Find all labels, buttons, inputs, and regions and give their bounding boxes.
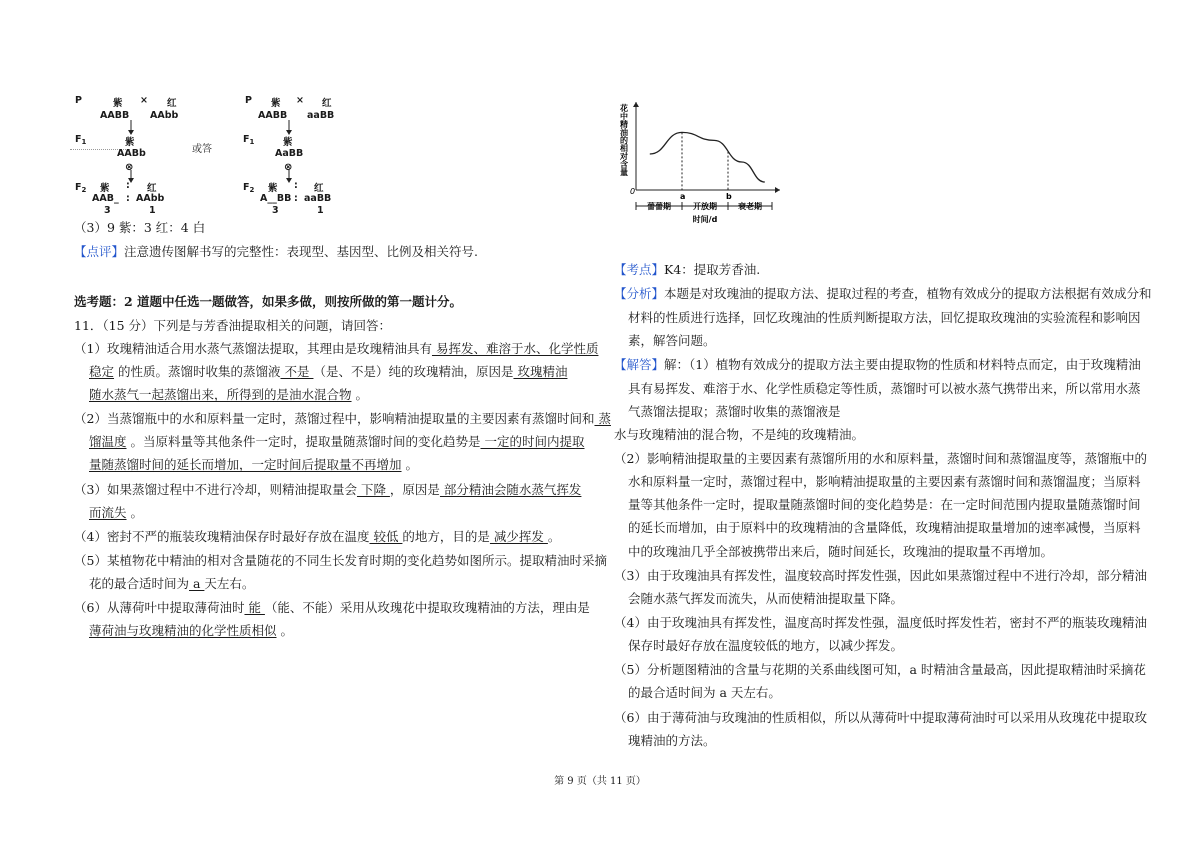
f2-colon: : <box>294 180 298 191</box>
page-footer: 第 9 页（共 11 页） <box>554 776 646 787</box>
p-male-genotype: AAbb <box>150 110 179 121</box>
arrow-down-icon <box>284 170 294 184</box>
f1-label: $F_1$ <box>243 134 255 146</box>
q2-line-1: （2）当蒸馏瓶中的水和原料量一定时，蒸馏过程中，影响精油提取量的主要因素有蒸馏时间和 蒸 <box>74 411 611 426</box>
f2-phenotype-1: 紫 <box>268 183 278 194</box>
or-label: 或答 <box>192 144 212 155</box>
times-sign: × <box>296 95 304 106</box>
selfing-icon: ⊗ <box>284 162 293 173</box>
q2-line-2: 馏温度 。当原料量等其他条件一定时，提取量随蒸馏时间的变化趋势是 一定的时间内提取 <box>89 434 585 449</box>
selfing-icon: ⊗ <box>125 162 134 173</box>
x-tick-label-b: b <box>726 192 732 201</box>
q3-line-1: （3）如果蒸馏过程中不进行冷却，则精油提取量会 下降 ，原因是 部分精油会随水蒸气挥发 <box>74 482 582 497</box>
answer-5-line-1: （5）分析题图精油的含量与花期的关系曲线图可知，a 时精油含量最高，因此提取精油时采摘花 <box>614 662 1146 677</box>
analysis-line-3: 素，解答问题。 <box>628 333 716 348</box>
question-11-title: 11．（15 分）下列是与芳香油提取相关的问题，请回答： <box>74 318 392 333</box>
f2-phenotype-2: 红 <box>147 183 157 194</box>
answer-2-line-2: 水和原料量一定时，蒸馏过程中，影响精油提取量的主要因素有蒸馏时间和蒸馏温度；当原料 <box>628 474 1141 489</box>
x-axis-label: 时间/d <box>692 215 718 224</box>
f1-label: $F_1$ <box>75 134 87 146</box>
oil-content-chart <box>612 96 792 228</box>
p-male: 红 <box>167 98 177 109</box>
cross-diagram-left <box>70 92 210 217</box>
cross-diagram-right <box>240 92 380 217</box>
solution-line-2: 具有易挥发、难溶于水、化学性质稳定等性质，蒸馏时可以被水蒸气携带出来，所以常用水蒸 <box>628 381 1141 396</box>
q1-line-3: 随水蒸气一起蒸馏出来，所得到的是油水混合物 。 <box>89 387 368 402</box>
p-female: 紫 <box>271 98 281 109</box>
f1-genotype: AABb <box>117 148 146 159</box>
answer-2-line-1: （2）影响精油提取量的主要因素有蒸馏所用的水和原料量，蒸馏时间和蒸馏温度等，蒸馏瓶中的 <box>614 451 1147 466</box>
f2-genotype-2: aaBB <box>304 193 332 204</box>
q2-line-3: 量随蒸馏时间的延长而增加，一定时间后提取量不再增加 。 <box>89 457 418 472</box>
period-label-3: 衰老期 <box>738 202 762 211</box>
f1-phenotype: 紫 <box>125 137 135 148</box>
f1-phenotype: 紫 <box>283 137 293 148</box>
f2-phenotype-2: 红 <box>314 183 324 194</box>
answer-2-line-5: 中的玫瑰油几乎全部被携带出来后，随时间延长，玫瑰油的提取量不再增加。 <box>628 544 1054 559</box>
answer-4-line-1: （4）由于玫瑰油具有挥发性，温度高时挥发性强，温度低时挥发性若，密封不严的瓶装玫瑰精油 <box>614 615 1147 630</box>
p-label: P <box>245 95 252 106</box>
solution-line-4: 水与玫瑰精油的混合物，不是纯的玫瑰精油。 <box>614 427 865 442</box>
knowledge-point: 【考点】K4：提取芳香油. <box>614 262 761 277</box>
p-label: P <box>75 95 82 106</box>
elective-instructions: 选考题：2 道题中任选一题做答，如果多做，则按所做的第一题计分。 <box>74 294 463 309</box>
p-female-genotype: AABB <box>258 110 288 121</box>
f2-label: $F_2$ <box>75 182 87 194</box>
answer-2-line-3: 量等其他条件一定时，提取量随蒸馏时间的变化趋势是：在一定时间范围内提取量随蒸馏时间 <box>628 497 1141 512</box>
solution-line-1: 【解答】解：（1）植物有效成分的提取方法主要由提取物的性质和材料特点而定，由于玫瑰精油 <box>614 357 1141 372</box>
answer-6-line-1: （6）由于薄荷油与玫瑰油的性质相似，所以从薄荷叶中提取薄荷油时可以采用从玫瑰花中提取玫 <box>614 710 1147 725</box>
f2-colon: : <box>126 180 130 191</box>
analysis-line-2: 材料的性质进行选择，回忆玫瑰油的性质判断提取方法，回忆提取玫瑰油的实验流程和影响因 <box>628 310 1141 325</box>
p-female: 紫 <box>113 98 123 109</box>
p-male-genotype: aaBB <box>307 110 335 121</box>
ratio-1: 3 <box>272 205 279 216</box>
period-label-1: 蕾蕾期 <box>647 202 671 211</box>
solution-line-3: 气蒸馏法提取；蒸馏时收集的蒸馏液是 <box>628 404 841 419</box>
y-axis-arrow-icon <box>633 102 639 107</box>
f2-genotype-2: AAbb <box>136 193 165 204</box>
q3-line-2: 而流失 。 <box>89 505 143 520</box>
f2-genotype-1: AAB_ <box>92 193 119 204</box>
times-sign: × <box>140 95 148 106</box>
ratio-1: 3 <box>104 205 111 216</box>
answer-2-line-4: 的延长而增加，由于原料中的玫瑰精油的含量降低，玫瑰精油提取量增加的速率减慢，当原料 <box>628 520 1141 535</box>
q1-line-2: 稳定 的性质。蒸馏时收集的蒸馏液 不是 （是、不是）纯的玫瑰精油，原因是 玫瑰精油 <box>89 364 568 379</box>
origin-label: 0 <box>630 187 636 196</box>
analysis-line-1: 【分析】本题是对玫瑰油的提取方法、提取过程的考查，植物有效成分的提取方法根据有效成分和 <box>614 286 1152 301</box>
ratio-2: 1 <box>317 205 324 216</box>
f2-colon: : <box>294 193 298 204</box>
answer-4-line-2: 保存时最好存放在温度较低的地方，以减少挥发。 <box>628 638 904 653</box>
f1-genotype: AaBB <box>275 148 304 159</box>
q4-line: （4）密封不严的瓶装玫瑰精油保存时最好存放在温度 较低 的地方，目的是 减少挥发 。 <box>74 529 561 544</box>
x-axis-arrow-icon <box>775 187 780 193</box>
f2-label: $F_2$ <box>243 182 255 194</box>
answer-3: （3）9 紫：3 红：4 白 <box>74 220 206 235</box>
answer-3-line-1: （3）由于玫瑰油具有挥发性，温度较高时挥发性强，因此如果蒸馏过程中不进行冷却，部分精油 <box>614 568 1147 583</box>
ratio-2: 1 <box>149 205 156 216</box>
p-female-genotype: AABB <box>100 110 130 121</box>
f2-phenotype-1: 紫 <box>100 183 110 194</box>
y-axis-label: 花中精油的相对含量 <box>619 104 629 176</box>
p-male: 红 <box>322 98 332 109</box>
oil-content-curve <box>650 132 765 182</box>
f2-genotype-1: A__BB <box>260 193 292 204</box>
q6-line-2: 薄荷油与玫瑰精油的化学性质相似 。 <box>89 623 293 638</box>
period-label-2: 开放期 <box>693 202 717 211</box>
x-tick-label-a: a <box>680 192 686 201</box>
q5-line-1: （5）某植物花中精油的相对含量随花的不同生长发育时期的变化趋势如图所示。提取精油时采摘 <box>74 553 607 568</box>
q1-line-1: （1）玫瑰精油适合用水蒸气蒸馏法提取，其理由是玫瑰精油具有 易挥发、难溶于水、化学性质 <box>74 341 599 356</box>
q6-line-1: （6）从薄荷叶中提取薄荷油时 能 （能、不能）采用从玫瑰花中提取玫瑰精油的方法，理由是 <box>74 600 590 615</box>
f2-colon: : <box>126 193 130 204</box>
q5-line-2: 花的最合适时间为 a 天左右。 <box>89 576 255 591</box>
answer-6-line-2: 瑰精油的方法。 <box>628 733 716 748</box>
answer-3-line-2: 会随水蒸气挥发而流失，从而使精油提取量下降。 <box>628 591 904 606</box>
comment: 【点评】注意遗传图解书写的完整性：表现型、基因型、比例及相关符号. <box>74 244 478 259</box>
answer-5-line-2: 的最合适时间为 a 天左右。 <box>628 685 781 700</box>
